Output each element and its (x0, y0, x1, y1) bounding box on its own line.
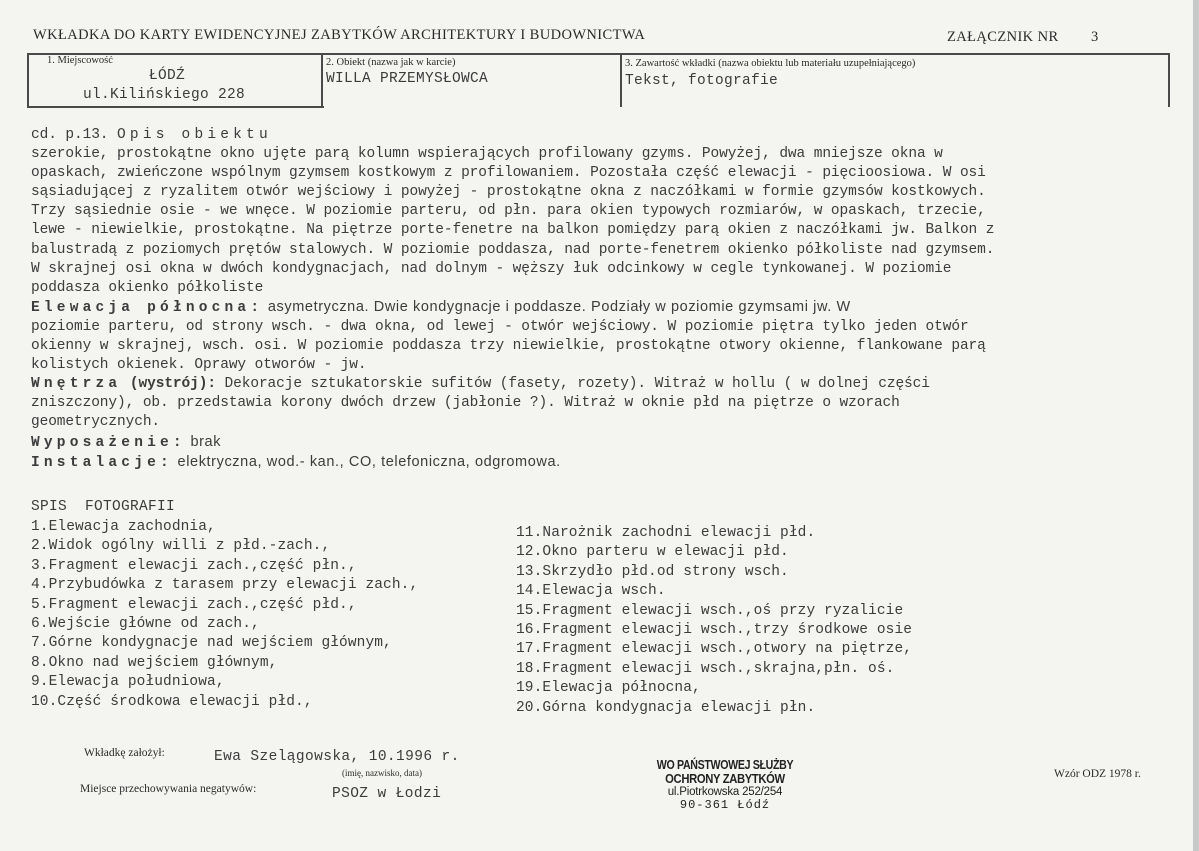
equipment-line (31, 433, 1181, 453)
stamp-line: WO PAŃSTWOWEJ SŁUŻBY (656, 758, 794, 772)
description-line: poddasza okienko półkoliste (31, 279, 264, 296)
photo-list-item: 9.Elewacja południowa, (31, 674, 225, 691)
description-line: sąsiadującej z ryzalitem otwór wejściowy i powyżej - prostokątne okna z naczółkami w formie gzymsów kostkowych. (31, 184, 986, 201)
photo-list-item: 13.Skrzydło płd.od strony wsch. (516, 563, 789, 580)
stamp-line: ul.Piotrkowska 252/254 (667, 786, 783, 798)
interiors-line: geometrycznych. (31, 414, 161, 431)
photo-list-item: 18.Fragment elewacji wsch.,skrajna,płn. oś. (516, 660, 895, 677)
photo-list-item: 3.Fragment elewacji zach.,część płn., (31, 557, 357, 574)
locality-street: ul.Kilińskiego 228 (83, 87, 246, 103)
equipment-value: brak (185, 433, 222, 450)
interiors-label: Wnętrza (31, 376, 122, 393)
locality-label: 1. Miejscowość (47, 55, 113, 66)
north-elevation-line: kolistych okienek. Oprawy otworów - jw. (31, 357, 367, 374)
section-title: Opis obiektu (117, 127, 272, 143)
contents-value: Tekst, fotografie (625, 73, 779, 89)
object-value: WILLA PRZEMYSŁOWCA (326, 71, 489, 87)
description-line: Trzy sąsiednie osie - we wnęce. W poziomie parteru, od płn. para okien typowych rozmiarów, w opaskach, trzecie, (31, 203, 986, 220)
north-elevation-text: asymetryczna. Dwie kondygnacje i poddasze. Podziały w poziomie gzymsami jw. W (263, 298, 851, 315)
description-line: szerokie, prostokątne okno ujęte parą kolumn wspierających profilowany gzyms. Powyżej, dwa mniejsze okna w (31, 146, 943, 163)
annex-number: 3 (1091, 29, 1099, 45)
photo-list-item: 20.Górna kondygnacja elewacji płn. (516, 699, 816, 716)
photo-list-item: 2.Widok ogólny willi z płd.-zach., (31, 538, 331, 555)
photo-list-item: 7.Górne kondygnacje nad wejściem głównym, (31, 635, 392, 652)
prepared-by-value: Ewa Szelągowska, 10.1996 r. (214, 749, 460, 765)
interiors-line: zniszczony), ob. przedstawia korony dwóch drzew (jabłonie ?). Witraż w oknie płd na piętrze o wzorach (31, 395, 900, 412)
photo-list-item: 16.Fragment elewacji wsch.,trzy środkowe osie (516, 622, 913, 639)
locality-left-rule (27, 53, 29, 107)
locality-bottom-rule (27, 106, 324, 108)
contents-right-rule (1168, 53, 1170, 107)
description-block (31, 126, 1181, 473)
negatives-location-label: Miejsce przechowywania negatywów: (80, 783, 257, 795)
photo-list-right (516, 524, 912, 718)
north-elevation-line: okienny w skrajnej, wsch. osi. W poziomie poddasza trzy niewielkie, prostokątne otwory okienne, flankowane parą (31, 338, 986, 355)
photo-list-item: 10.Część środkowa elewacji płd., (31, 693, 313, 710)
description-line: opaskach, zwieńczone wspólnym gzymsem kostkowym z profilowaniem. Pozostała część elewacji - pięcioosiowa. W osi (31, 165, 986, 182)
description-line: lewe - niewielkie, prostokątne. Na piętrze porte-fenetre na balkon pomiędzy parą okien z naczółkami jw. Balkon z (31, 222, 995, 239)
photo-list-heading: SPIS FOTOGRAFII (31, 499, 176, 515)
installations-value: elektryczna, wod.- kan., CO, telefoniczna, odgromowa. (172, 453, 561, 470)
stamp-line: 90-361 Łódź (679, 798, 771, 812)
institution-stamp (640, 758, 810, 812)
interiors-text: Dekoracje sztukatorskie sufitów (fasety, rozety). Witraż w hollu ( w dolnej części (215, 376, 930, 393)
interiors-line (31, 375, 1181, 394)
photo-list-item: 8.Okno nad wejściem głównym, (31, 654, 278, 671)
form-model-number: Wzór ODZ 1978 r. (1054, 768, 1141, 780)
description-line: balustradą z poziomych prętów stalowych. W poziomie poddasza, nad porte-fenetrem okienko półkoliste nad gzymsem. (31, 241, 995, 258)
description-heading-line (31, 126, 1181, 145)
contents-left-rule (620, 53, 622, 107)
equipment-label: Wyposażenie: (31, 434, 186, 451)
object-label: 2. Obiekt (nazwa jak w karcie) (326, 57, 456, 68)
header-top-rule (27, 53, 1170, 55)
object-left-rule (321, 53, 323, 107)
annex-label: ZAŁĄCZNIK NR (947, 29, 1059, 45)
installations-line (31, 453, 1181, 473)
photo-list-item: 14.Elewacja wsch. (516, 583, 666, 600)
photo-list-item: 15.Fragment elewacji wsch.,oś przy ryzalicie (516, 602, 904, 619)
form-title: WKŁADKA DO KARTY EWIDENCYJNEJ ZABYTKÓW ARCHITEKTURY I BUDOWNICTWA (33, 27, 646, 43)
photo-list-item: 12.Okno parteru w elewacji płd. (516, 544, 789, 561)
prepared-by-label: Wkładkę założył: (84, 747, 165, 759)
prepared-by-hint: (imię, nazwisko, data) (342, 768, 422, 778)
photo-list-item: 1.Elewacja zachodnia, (31, 519, 216, 535)
continuation-prefix: cd. p.13. (31, 127, 109, 143)
description-line: W skrajnej osi okna w dwóch kondygnacjach, nad dolnym - węższy łuk odcinkowy w cegle tynkowanej. W poziomie (31, 260, 952, 277)
photo-list-item: 4.Przybudówka z tarasem przy elewacji zach., (31, 577, 419, 594)
north-elevation-line: poziomie parteru, od strony wsch. - dwa okna, od lewej - otwór wejściowy. W poziomie piętra tylko jeden otwór (31, 318, 969, 335)
photo-list-item: 11.Narożnik zachodni elewacji płd. (516, 525, 816, 541)
photo-list-item: 17.Fragment elewacji wsch.,otwory na piętrze, (516, 641, 913, 658)
locality-city: ŁÓDŹ (149, 68, 186, 84)
photo-list-item: 6.Wejście główne od zach., (31, 616, 260, 633)
interiors-suffix: (wystrój): (129, 376, 216, 393)
photo-list-item: 19.Elewacja północna, (516, 680, 701, 697)
contents-label: 3. Zawartość wkładki (nazwa obiektu lub materiału uzupełniającego) (625, 58, 916, 69)
photo-list-left (31, 518, 418, 712)
photo-list-item: 5.Fragment elewacji zach.,część płd., (31, 596, 357, 613)
north-elevation-label: Elewacja północna: (31, 299, 264, 316)
north-elevation-line (31, 298, 1181, 318)
negatives-location-value: PSOZ w Łodzi (332, 786, 442, 802)
stamp-line: OCHRONY ZABYTKÓW (665, 772, 785, 786)
installations-label: Instalacje: (31, 454, 173, 471)
